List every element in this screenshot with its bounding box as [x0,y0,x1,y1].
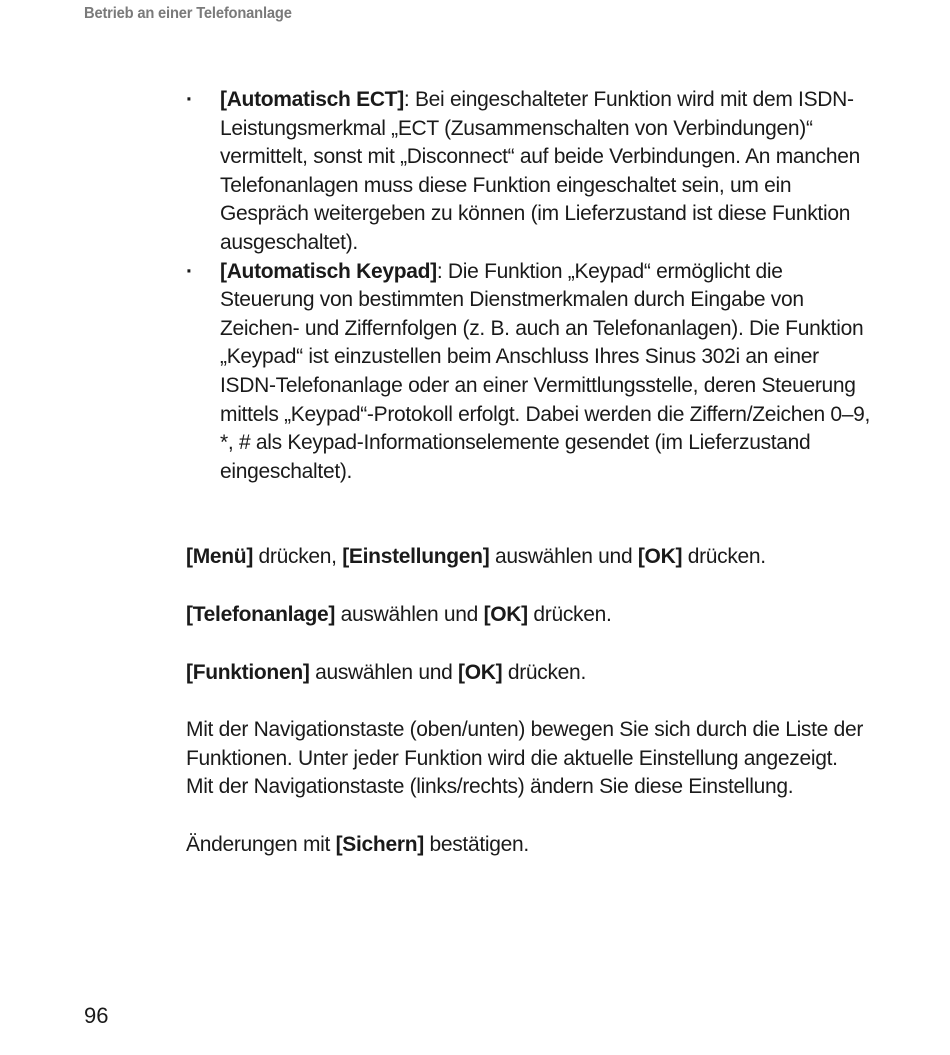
step-text: Änderungen mit [186,832,336,856]
running-header: Betrieb an einer Telefonanlage [84,5,292,22]
pbx-label: [Telefonanlage] [186,602,336,626]
function-label: [Automatisch Keypad] [220,259,437,283]
step-navigate [186,716,876,802]
step-select-functions [186,659,876,688]
bullet-icon: · [186,259,193,283]
bullet-icon: · [186,88,193,111]
step-open-settings [186,543,876,572]
menu-key-label: [Menü] [186,545,254,569]
function-description: : Die Funktion „Keypad“ ermöglicht die Steuerung von bestimmten Dienstmerkmalen durch Eingabe von Zeichen- und Ziffernfolgen (z. B. auch an Telefonanlagen). Die Funktion „Keypad“ ist einzustellen beim Anschluss Ihres Sinus 302i an einer ISDN-Telefonanlage oder an einer Vermittlungsstelle, deren Steuerung mittels „Keypad“-Protokoll erfolgt. Dabei werden die Ziffern/Zeichen 0–9, *, # als Keypad-Informationselemente gesendet (im Lieferzustand eingeschaltet). [220,259,871,483]
navigation-instruction: Mit der Navigationstaste (oben/unten) bewegen Sie sich durch die Liste der Funktionen. Unter jeder Funktion wird die aktuelle Einstellung angezeigt. [186,718,864,770]
step-text: drücken. [527,602,612,626]
step-text: auswählen und [335,602,484,626]
step-text: drücken, [253,545,343,569]
settings-label: [Einstellungen] [342,545,490,569]
step-select-pbx [186,601,876,630]
ok-key-label: [OK] [483,602,528,626]
function-description: : Bei eingeschalteter Funktion wird mit dem ISDN-Leistungsmerkmal „ECT (Zusammenschalten von Verbindungen)“ vermittelt, sonst mit „Disconnect“ auf beide Verbindungen. An manchen Telefonanlagen muss diese Funktion eingeschaltet sein, um ein Gespräch weitergeben zu können (im Lieferzustand ist diese Funktion ausgeschaltet). [220,88,860,254]
ok-key-label: [OK] [458,660,503,684]
step-text: auswählen und [309,660,458,684]
functions-label: [Funktionen] [186,660,310,684]
step-text: bestätigen. [423,832,529,856]
function-list [186,86,876,486]
navigation-instruction: Mit der Navigationstaste (links/rechts) ändern Sie diese Einstellung. [186,775,794,799]
ok-key-label: [OK] [637,545,683,569]
step-text: auswählen und [489,545,638,569]
step-text: drücken. [502,660,586,684]
step-save [186,831,876,860]
function-label: [Automatisch ECT] [220,88,404,111]
page-number: 96 [84,1003,109,1028]
list-item-automatisch-keypad [186,258,876,487]
save-key-label: [Sichern] [335,832,424,856]
page-content [186,86,876,859]
step-text: drücken. [682,545,766,569]
list-item-automatisch-ect [186,86,876,258]
